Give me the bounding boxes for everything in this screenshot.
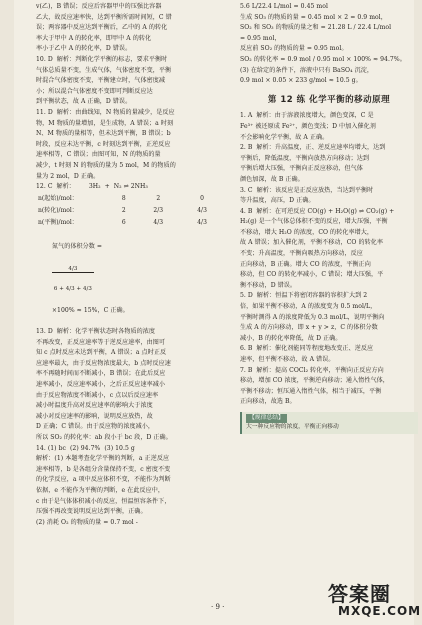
text-line: 量为 2 mol，D 正确。 [36, 172, 100, 180]
text-line: (2) 消耗 O₂ 的物质的量 = 0.7 mol - [36, 518, 138, 526]
table-cell: n(平衡)/mol： [38, 219, 78, 227]
table-cell: n(转化)/mol： [38, 207, 78, 215]
workbook-page [14, 0, 422, 625]
fraction [52, 253, 94, 306]
text-line: 不会影响化学平衡，故 A 正确。 [240, 133, 329, 141]
text-line: 7. B 解析：提高 COCl₂ 转化率，平衡向正反应方向 [240, 366, 384, 374]
answer-10 [36, 55, 224, 108]
text-line: 颜色加深，故 B 正确。 [240, 175, 304, 183]
answer-13 [36, 327, 224, 444]
watermark-bottom: MXQE.COM [338, 604, 422, 618]
text-line: 时混合气体密度不变，平衡建立时，气体密度减 [36, 77, 166, 85]
text-line: 率小于乙中 A 的转化率，D 错误。 [36, 45, 132, 53]
text-line: 生成 SO₃ 的物质的量 = 0.45 mol × 2 = 0.9 mol， [240, 13, 387, 21]
text-line: 应速率最大，由于反应物浓度最大，b 点时反应速 [36, 359, 171, 367]
text-line: 依据，e 不能作为平衡的判断，e 在此反应中， [36, 486, 165, 494]
section-title: 第 12 练 化学平衡的移动原理 [267, 94, 391, 105]
text-line: 解析：(1) 本题考查化学平衡的判断，a 正逆反应 [36, 455, 170, 463]
text-line: 13. D 解析：化学平衡状态时各物质的浓度 [36, 328, 156, 336]
right-column [240, 2, 418, 434]
intro-block [36, 2, 224, 55]
answer-11 [36, 108, 224, 182]
text-line: 速率减小，反应速率减小，之后正反应速率减小 [36, 381, 166, 389]
text-line: 等升温度，高压，D 正确。 [240, 197, 315, 205]
formula-label: 氮气的体积分数 = [51, 243, 103, 251]
text-line: SO₂ 和 SO₃ 的物质的量之和 = 21.28 L / 22.4 L/mol [240, 24, 392, 32]
table-cell: 2/3 [153, 207, 164, 215]
text-line: 11. D 解析：由曲线知，N 物质的量减少，是反应 [36, 108, 175, 116]
fraction-numerator: 4/3 [52, 266, 94, 274]
table-cell: 4/3 [197, 207, 207, 215]
text-line: D 正确；C 错误。由于反应物的浓度减小， [36, 423, 155, 431]
text-line: 2. B 解析：升高温度，正、逆反应速率均增大，达到 [240, 144, 386, 152]
text-line: 平衡后增大压强，平衡向正反应移动，但气体 [240, 165, 363, 173]
text-line: 减小，B 的转化率降低，故 D 正确。 [240, 334, 342, 342]
text-line: 衡不移动，D 错误。 [240, 281, 297, 289]
text-line: 不再改变，正反应速率等于逆反应速率，由图可 [36, 338, 166, 346]
text-line: 的化学反应，a 项中反应体积不变，不能作为判断 [36, 476, 171, 484]
text-line: H₂(g) 是一个气体总体积不变的反应，增大压强，平衡 [240, 218, 388, 226]
text-line: 率大于甲中 A 的转化率，即甲中 A 的转化 [36, 34, 152, 42]
text-line: 速率，但平衡不移动，故 A 错误。 [240, 356, 335, 363]
text-line: 知 c 点时反应未达到平衡，A 错误；a 点时正反 [36, 349, 167, 357]
text-line: 乙大，故反应速率快，达到平衡所需时间短，C 错 [36, 13, 172, 21]
text-line: 速率相等，b 是各组分含量保持不变，c 密度不变 [36, 465, 171, 473]
text-line: 3. C 解析：该反应是正反应放热，当达到平衡时 [240, 186, 374, 194]
formula-result: ×100% ≈ 15%，C 正确。 [51, 306, 129, 314]
text-line: 压强不再改变说明反应达到平衡，正确。 [36, 508, 147, 516]
text-line: 减小对反应速率的影响，说明反应放热，故 [36, 412, 153, 420]
text-line: 速率相等，C 错误；由图可知，N 的物质的量 [36, 151, 161, 159]
text-line: (3) 在给定的条件下，溶液中只有 BaSO₄ 沉淀， [240, 66, 374, 74]
text-line: 1. A 解析：由于溶液浓度增大，颜色变深，C 是 [240, 112, 374, 120]
text-line: 到平衡状态，故 A 正确，D 错误。 [36, 98, 132, 106]
rule-summary-text: 大一种反应物的浓度，平衡正向移动 [246, 423, 339, 430]
text-line: Fe³⁺ 被还原成 Fe²⁺，颜色变浅；D 中加入催化剂 [240, 122, 376, 130]
answer-12 [36, 182, 224, 327]
page-number: · 9 · [211, 603, 225, 611]
text-line: 所以 SO₂ 的转化率：ab 段小于 bc 段，D 正确。 [36, 434, 172, 441]
text-line: 平衡时测得 A 的浓度降低为 0.3 mol/L，说明平衡向 [240, 313, 385, 321]
fraction-denominator: 6 + 4/3 + 4/3 [53, 286, 92, 293]
table-cell: 4/3 [153, 219, 164, 227]
table-cell: 0 [200, 195, 204, 203]
text-line: 倍，如果平衡不移动，A 的浓度变为 0.5 mol/L， [240, 303, 377, 311]
text-line: 小；所以混合气体密度不变即可判断反应达 [36, 87, 153, 95]
section-answers [240, 111, 418, 408]
text-line: 正向移动，B 正确。增大 CO 的浓度，平衡正向 [240, 260, 371, 268]
text-line: 率不再随时间而不断减小，B 错误；在此后反应 [36, 370, 166, 378]
watermark-top: 答案圈 [328, 582, 391, 606]
text-line: 故 A 错误；加入催化剂，平衡不移动，CO 的转化率 [240, 239, 384, 247]
text-line: 反应前 SO₂ 的物质的量 = 0.95 mol。 [240, 45, 348, 53]
text-line: 减小时温度升高对反应速率的影响大于浓度 [36, 402, 153, 410]
rule-summary-label: 【规律总结】 [246, 414, 287, 423]
rule-summary-box [240, 412, 418, 434]
text-line: N、M 物质的量相等，但未达到平衡，B 错误；b [36, 130, 171, 138]
text-line: 不变；升高温度，平衡向吸热方向移动，反应 [240, 250, 363, 258]
text-line: 4. B 解析：在可逆反应 CO(g) + H₂O(g) ⇌ CO₂(g) + [240, 207, 395, 215]
table-cell: n(起始)/mol： [38, 195, 78, 203]
text-line: 正向移动，故选 B。 [240, 398, 296, 406]
text-line: 物，M 物质的量增加，是生成物，A 错误；a 时刻 [36, 119, 174, 127]
text-line: 减少，t 时刻 N 的物质的量为 5 mol，M 的物质的 [36, 161, 176, 169]
formula-line [36, 232, 224, 327]
text-line: v(乙)，B 错误；反应后容器甲中的压强比容器 [36, 3, 162, 10]
text-line: 0.9 mol × 0.05 × 233 g/mol ≈ 10.5 g。 [240, 77, 362, 85]
left-column [36, 2, 224, 528]
text-line: 由于反应物浓度不断减小，c 点以后反应速率 [36, 391, 159, 399]
text-line: 14. (1) bc (2) 94.7% (3) 10.5 g [36, 444, 135, 452]
table-cell: 8 [121, 195, 126, 203]
table-row [36, 218, 224, 230]
equilibrium-table [36, 194, 224, 230]
text-line: 移动，增加 CO 浓度，平衡逆向移动；通入惰性气体， [240, 377, 389, 385]
text-line: 5.6 L/22.4 L/mol = 0.45 mol [240, 3, 328, 10]
text-line: 5. D 解析：恒温下将密闭容器的容积扩大到 2 [240, 292, 368, 300]
text-line: SO₂ 的转化率 = 0.9 mol / 0.95 mol × 100% ≈ 94.7%。 [240, 55, 406, 63]
text-line: 气体总质量不变，生成气体，气体密度不变，平衡 [36, 66, 172, 74]
text-line: 12. C 解析： 3H₂ + N₂ ⇌ 2NH₃ [36, 183, 148, 191]
site-watermark-logo [328, 583, 422, 623]
table-row [36, 206, 224, 218]
text-line: 生成 A 的方向移动，即 x + y > z，C 的体积分数 [240, 324, 378, 332]
text-line: 10. D 解析：判断化学平衡的标志，要求平衡时 [36, 55, 168, 63]
text-line: 误；两容器中反应达到平衡后，乙中的 A 的转化 [36, 24, 168, 32]
text-line: = 0.95 mol， [240, 34, 281, 42]
text-line: 平衡不移动；恒压通入惰性气体，相当于减压，平衡 [240, 387, 382, 395]
text-line: 移动，但 CO 的转化率减小，C 错误；增大压强，平 [240, 271, 384, 279]
answer-14 [36, 444, 224, 529]
table-cell: 2 [121, 207, 126, 215]
continuation-block [240, 2, 418, 87]
table-row [36, 194, 224, 206]
table-cell: 6 [121, 219, 126, 227]
text-line: 平衡后，降低温度，平衡向放热方向移动；达到 [240, 154, 370, 162]
text-line: 6. B 解析：催化剂能同等程度地改变正、逆反应 [240, 345, 374, 353]
text-line: 不移动，增大 H₂O 的浓度，CO 的转化率增大， [240, 228, 374, 236]
table-cell: 4/3 [197, 219, 207, 227]
text-line: 时段，反应未达平衡，c 时刻达到平衡，正逆反应 [36, 140, 171, 148]
text-line: c 由于是气体体积减小的反应，恒温恒容条件下， [36, 497, 171, 505]
table-cell: 2 [156, 195, 161, 203]
